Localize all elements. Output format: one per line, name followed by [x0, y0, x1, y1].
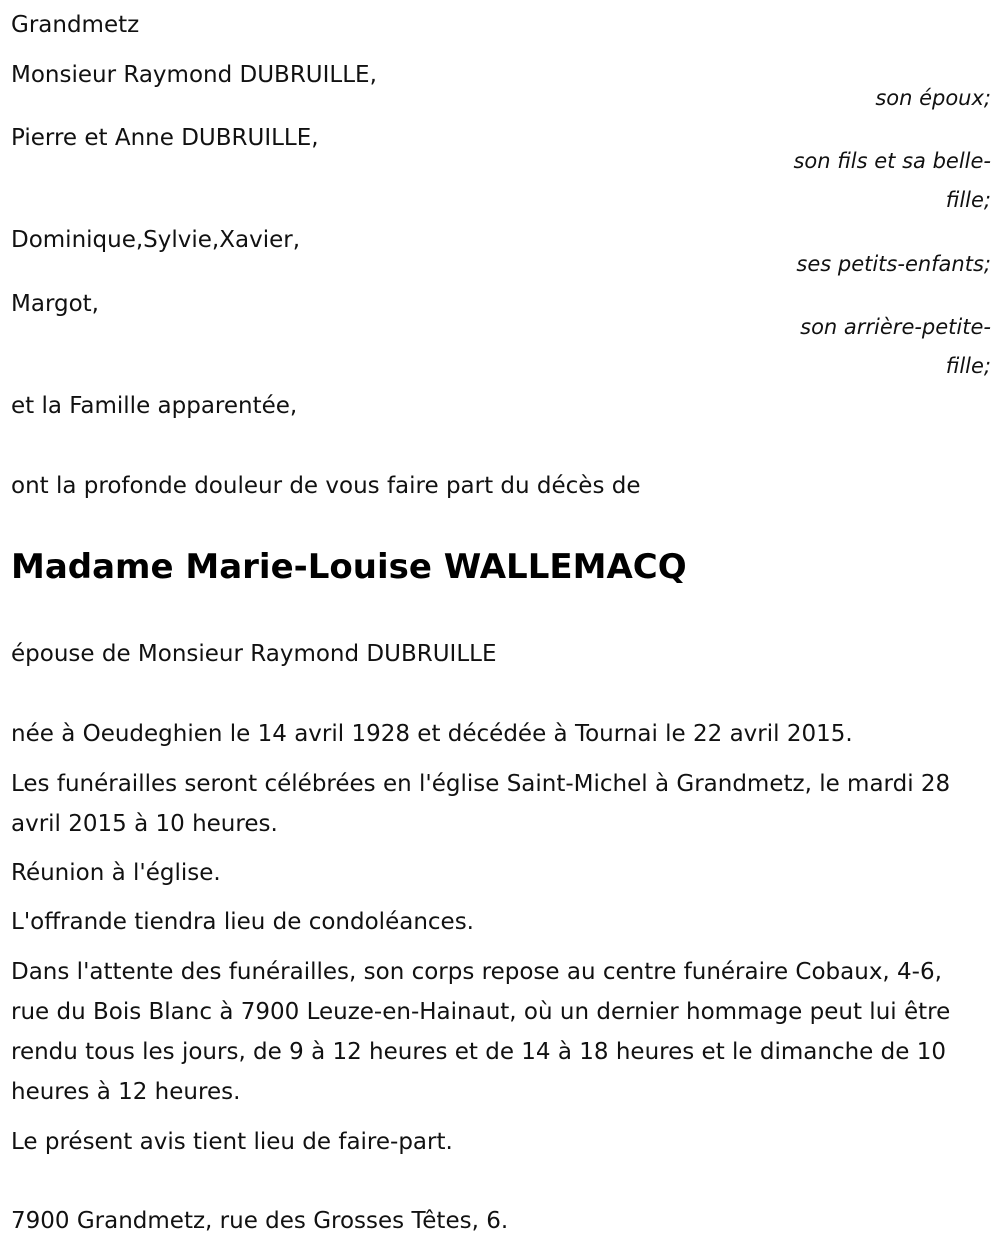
locality-header: Grandmetz [11, 12, 140, 38]
deceased-name: Madame Marie-Louise WALLEMACQ [11, 547, 687, 587]
viewing-details: Dans l'attente des funérailles, son corps repose au centre funéraire Cobaux, 4-6, rue du Bois Blanc à 7900 Leuze-en-Hainaut, où un dernier hommage peut lui être rendu tous les jours, de 9 à 12 heures et de 14 à 18 heures et le dimanche de 10 heures à 12 heures. [11, 959, 951, 1105]
spouse-line: épouse de Monsieur Raymond DUBRUILLE [11, 641, 497, 667]
family-member-son-relation: son fils et sa belle-fille; [793, 149, 991, 212]
notice-line: Le présent avis tient lieu de faire-part. [11, 1129, 453, 1155]
funeral-ceremony: Les funérailles seront célébrées en l'église Saint-Michel à Grandmetz, le mardi 28 avril 2015 à 10 heures. [11, 771, 951, 837]
birth-death-line: née à Oeudeghien le 14 avril 1928 et décédée à Tournai le 22 avril 2015. [11, 721, 853, 747]
family-member-spouse-relation: son époux; [875, 86, 991, 110]
offering-note: L'offrande tiendra lieu de condoléances. [11, 909, 474, 935]
family-member-great-grandchild-name: Margot, [11, 291, 99, 317]
family-address: 7900 Grandmetz, rue des Grosses Têtes, 6. [11, 1208, 509, 1234]
family-member-grandchildren-name: Dominique,Sylvie,Xavier, [11, 227, 301, 253]
meeting-place: Réunion à l'église. [11, 860, 221, 886]
extended-family: et la Famille apparentée, [11, 393, 298, 419]
family-member-grandchildren-relation: ses petits-enfants; [796, 252, 991, 276]
family-member-spouse-name: Monsieur Raymond DUBRUILLE, [11, 62, 377, 88]
family-member-son-name: Pierre et Anne DUBRUILLE, [11, 125, 319, 151]
announcement-line: ont la profonde douleur de vous faire part du décès de [11, 473, 641, 499]
family-member-great-grandchild-relation: son arrière-petite-fille; [800, 315, 991, 378]
